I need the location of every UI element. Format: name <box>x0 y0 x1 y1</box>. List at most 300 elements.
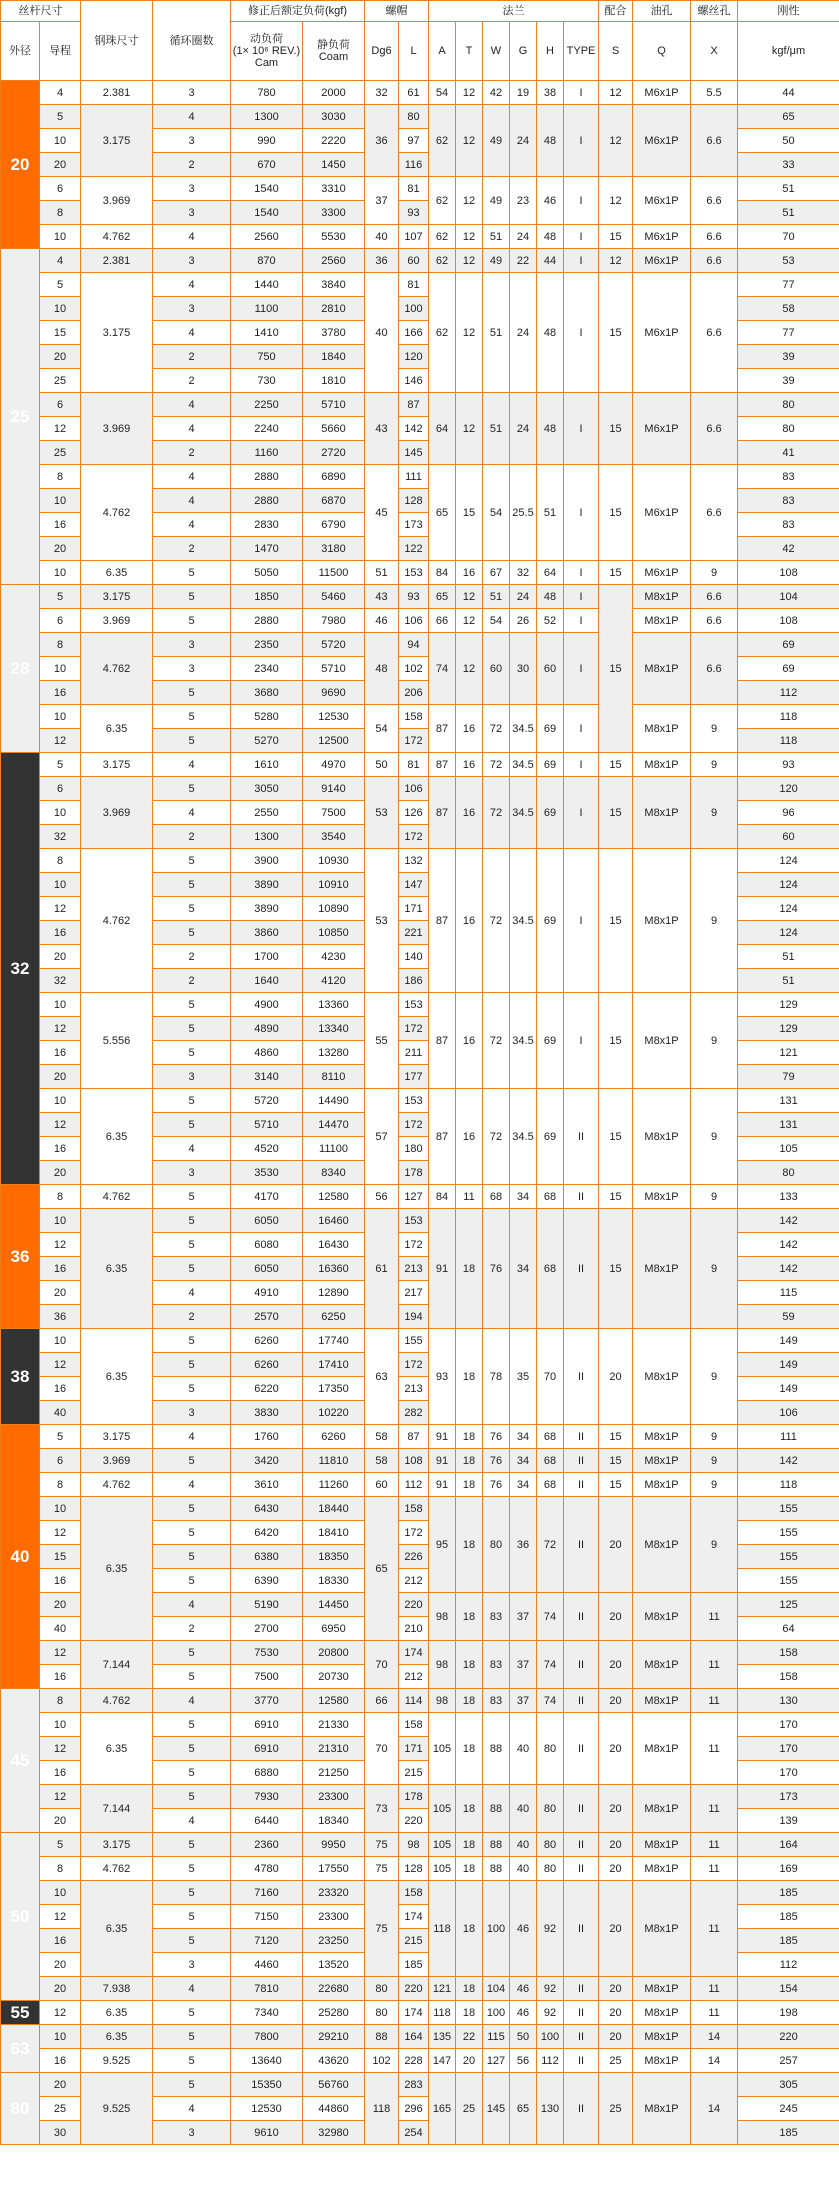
cell-static-load: 2720 <box>303 441 365 465</box>
cell-L: 158 <box>399 1881 429 1905</box>
cell-G: 50 <box>510 2025 537 2049</box>
cell-dyn-load: 2830 <box>231 513 303 537</box>
cell-static-load: 9690 <box>303 681 365 705</box>
cell-circuits: 5 <box>153 1113 231 1137</box>
cell-rigidity: 51 <box>738 201 839 225</box>
dyn-load-rev: (1× 10⁶ REV.) <box>232 45 301 57</box>
cell-rigidity: 104 <box>738 585 839 609</box>
cell-G: 40 <box>510 1785 537 1833</box>
cell-rigidity: 33 <box>738 153 839 177</box>
cell-rigidity: 39 <box>738 345 839 369</box>
cell-X: 9 <box>691 1329 738 1425</box>
cell-L: 220 <box>399 1809 429 1833</box>
cell-L: 140 <box>399 945 429 969</box>
cell-dyn-load: 7530 <box>231 1641 303 1665</box>
cell-L: 87 <box>399 393 429 417</box>
cell-circuits: 4 <box>153 1425 231 1449</box>
cell-circuits: 5 <box>153 609 231 633</box>
cell-circuits: 5 <box>153 2025 231 2049</box>
cell-type: II <box>564 1425 599 1449</box>
cell-static-load: 17740 <box>303 1329 365 1353</box>
cell-type: II <box>564 1713 599 1785</box>
cell-dyn-load: 6390 <box>231 1569 303 1593</box>
cell-L: 172 <box>399 825 429 849</box>
cell-rigidity: 108 <box>738 561 839 585</box>
cell-H: 69 <box>537 753 564 777</box>
cell-G: 40 <box>510 1857 537 1881</box>
cell-rigidity: 120 <box>738 777 839 801</box>
cell-T: 18 <box>456 1449 483 1473</box>
cell-T: 18 <box>456 1473 483 1497</box>
cell-L: 213 <box>399 1377 429 1401</box>
cell-dyn-load: 1410 <box>231 321 303 345</box>
header-nut: 螺帽 <box>365 1 429 22</box>
cell-lead: 25 <box>40 2097 81 2121</box>
cell-Q: M8x1P <box>633 1425 691 1449</box>
cell-L: 211 <box>399 1041 429 1065</box>
cell-lead: 40 <box>40 1401 81 1425</box>
cell-circuits: 4 <box>153 2097 231 2121</box>
table-row <box>1 1089 839 1113</box>
cell-lead: 16 <box>40 1569 81 1593</box>
cell-dyn-load: 5710 <box>231 1113 303 1137</box>
cell-W: 51 <box>483 585 510 609</box>
cell-L: 185 <box>399 1953 429 1977</box>
cell-lead: 10 <box>40 1497 81 1521</box>
cell-A: 135 <box>429 2025 456 2049</box>
cell-dyn-load: 6080 <box>231 1233 303 1257</box>
cell-S: 15 <box>599 561 633 585</box>
cell-ball-size: 3.969 <box>81 1449 153 1473</box>
cell-circuits: 3 <box>153 1401 231 1425</box>
cell-dyn-load: 6220 <box>231 1377 303 1401</box>
cell-W: 83 <box>483 1641 510 1689</box>
table-row <box>1 2001 839 2025</box>
cell-rigidity: 170 <box>738 1737 839 1761</box>
cell-static-load: 18340 <box>303 1809 365 1833</box>
cell-dyn-load: 7810 <box>231 1977 303 2001</box>
cell-od-group: 50 <box>1 1833 40 2001</box>
table-row <box>1 1185 839 1209</box>
cell-static-load: 23300 <box>303 1785 365 1809</box>
cell-lead: 10 <box>40 297 81 321</box>
cell-ball-size: 3.175 <box>81 1833 153 1857</box>
header-S: S <box>599 22 633 81</box>
cell-T: 16 <box>456 993 483 1089</box>
table-row <box>1 105 839 129</box>
table-row <box>1 609 839 633</box>
cell-rigidity: 108 <box>738 609 839 633</box>
cell-Q: M8x1P <box>633 1089 691 1185</box>
cell-G: 46 <box>510 1977 537 2001</box>
cell-dyn-load: 3050 <box>231 777 303 801</box>
cell-S: 20 <box>599 1329 633 1425</box>
cell-static-load: 5460 <box>303 585 365 609</box>
cell-T: 18 <box>456 1209 483 1329</box>
cell-T: 18 <box>456 1641 483 1689</box>
cell-circuits: 4 <box>153 1593 231 1617</box>
cell-lead: 10 <box>40 129 81 153</box>
cell-static-load: 44860 <box>303 2097 365 2121</box>
cell-dyn-load: 3900 <box>231 849 303 873</box>
cell-ball-size: 6.35 <box>81 1329 153 1425</box>
cell-dyn-load: 3680 <box>231 681 303 705</box>
cell-static-load: 9950 <box>303 1833 365 1857</box>
cell-rigidity: 185 <box>738 1881 839 1905</box>
cell-lead: 12 <box>40 1353 81 1377</box>
header-dyn-load <box>231 22 303 81</box>
cell-lead: 12 <box>40 1233 81 1257</box>
cell-rigidity: 169 <box>738 1857 839 1881</box>
cell-static-load: 3780 <box>303 321 365 345</box>
cell-L: 215 <box>399 1929 429 1953</box>
cell-H: 38 <box>537 81 564 105</box>
cell-rigidity: 129 <box>738 1017 839 1041</box>
cell-Q: M8x1P <box>633 777 691 849</box>
cell-static-load: 4230 <box>303 945 365 969</box>
cell-rigidity: 124 <box>738 873 839 897</box>
cell-lead: 16 <box>40 1377 81 1401</box>
cell-Q: M8x1P <box>633 2025 691 2049</box>
cell-L: 296 <box>399 2097 429 2121</box>
cell-rigidity: 142 <box>738 1233 839 1257</box>
cell-S: 15 <box>599 777 633 849</box>
cell-dyn-load: 870 <box>231 249 303 273</box>
cell-lead: 16 <box>40 1929 81 1953</box>
cell-S: 15 <box>599 1449 633 1473</box>
cell-dyn-load: 7800 <box>231 2025 303 2049</box>
cell-T: 18 <box>456 1689 483 1713</box>
cell-lead: 6 <box>40 177 81 201</box>
cell-rigidity: 170 <box>738 1761 839 1785</box>
cell-W: 51 <box>483 273 510 393</box>
cell-circuits: 4 <box>153 1977 231 2001</box>
cell-L: 112 <box>399 1473 429 1497</box>
cell-Q: M8x1P <box>633 1593 691 1641</box>
cell-dyn-load: 3890 <box>231 897 303 921</box>
cell-lead: 16 <box>40 513 81 537</box>
cell-dyn-load: 1300 <box>231 825 303 849</box>
cell-dyn-load: 2340 <box>231 657 303 681</box>
cell-dg6: 70 <box>365 1641 399 1689</box>
cell-X: 6.6 <box>691 585 738 609</box>
cell-dyn-load: 7150 <box>231 1905 303 1929</box>
cell-Q: M8x1P <box>633 1785 691 1833</box>
cell-circuits: 5 <box>153 993 231 1017</box>
cell-lead: 10 <box>40 993 81 1017</box>
cell-G: 34 <box>510 1209 537 1329</box>
cell-rigidity: 121 <box>738 1041 839 1065</box>
cell-lead: 10 <box>40 705 81 729</box>
cell-L: 172 <box>399 1017 429 1041</box>
cell-circuits: 5 <box>153 1761 231 1785</box>
cell-rigidity: 41 <box>738 441 839 465</box>
cell-dyn-load: 670 <box>231 153 303 177</box>
cell-L: 178 <box>399 1785 429 1809</box>
cell-G: 36 <box>510 1497 537 1593</box>
cell-circuits: 5 <box>153 2073 231 2097</box>
cell-L: 215 <box>399 1761 429 1785</box>
cell-rigidity: 69 <box>738 633 839 657</box>
cell-lead: 5 <box>40 753 81 777</box>
cell-T: 16 <box>456 777 483 849</box>
cell-rigidity: 115 <box>738 1281 839 1305</box>
header-unit: kgf/μm <box>738 22 839 81</box>
cell-static-load: 5660 <box>303 417 365 441</box>
cell-L: 127 <box>399 1185 429 1209</box>
cell-G: 24 <box>510 105 537 177</box>
cell-W: 60 <box>483 633 510 705</box>
cell-L: 282 <box>399 1401 429 1425</box>
cell-ball-size: 3.175 <box>81 585 153 609</box>
cell-circuits: 5 <box>153 1329 231 1353</box>
cell-H: 48 <box>537 105 564 177</box>
cell-lead: 16 <box>40 1041 81 1065</box>
cell-circuits: 4 <box>153 1473 231 1497</box>
cell-dyn-load: 730 <box>231 369 303 393</box>
cell-W: 49 <box>483 249 510 273</box>
cell-static-load: 12530 <box>303 705 365 729</box>
cell-dyn-load: 7500 <box>231 1665 303 1689</box>
cell-H: 92 <box>537 2001 564 2025</box>
table-row <box>1 2025 839 2049</box>
table-row <box>1 1713 839 1737</box>
cell-L: 212 <box>399 1569 429 1593</box>
cell-lead: 12 <box>40 417 81 441</box>
cell-G: 34 <box>510 1425 537 1449</box>
cell-L: 61 <box>399 81 429 105</box>
cell-L: 178 <box>399 1161 429 1185</box>
cell-X: 11 <box>691 1977 738 2001</box>
cell-rigidity: 83 <box>738 513 839 537</box>
cell-G: 34.5 <box>510 705 537 753</box>
cell-rigidity: 158 <box>738 1641 839 1665</box>
cell-rigidity: 155 <box>738 1569 839 1593</box>
cell-lead: 5 <box>40 273 81 297</box>
cell-circuits: 5 <box>153 1929 231 1953</box>
cell-rigidity: 39 <box>738 369 839 393</box>
cell-W: 49 <box>483 105 510 177</box>
cell-lead: 12 <box>40 1737 81 1761</box>
cell-rigidity: 60 <box>738 825 839 849</box>
cell-G: 26 <box>510 609 537 633</box>
cell-dyn-load: 6050 <box>231 1209 303 1233</box>
cell-rigidity: 80 <box>738 417 839 441</box>
cell-circuits: 2 <box>153 369 231 393</box>
cell-L: 155 <box>399 1329 429 1353</box>
cell-circuits: 5 <box>153 1857 231 1881</box>
header-A: A <box>429 22 456 81</box>
cell-dg6: 40 <box>365 273 399 393</box>
cell-dyn-load: 4780 <box>231 1857 303 1881</box>
cell-lead: 8 <box>40 1857 81 1881</box>
cell-type: II <box>564 2025 599 2049</box>
cell-rigidity: 106 <box>738 1401 839 1425</box>
cell-ball-size: 6.35 <box>81 1881 153 1977</box>
cell-Q: M6x1P <box>633 249 691 273</box>
cell-static-load: 12890 <box>303 1281 365 1305</box>
cell-rigidity: 105 <box>738 1137 839 1161</box>
cell-Q: M8x1P <box>633 1209 691 1329</box>
cell-dyn-load: 2550 <box>231 801 303 825</box>
cell-lead: 5 <box>40 105 81 129</box>
cell-dyn-load: 4890 <box>231 1017 303 1041</box>
cell-A: 95 <box>429 1497 456 1593</box>
cell-dyn-load: 1640 <box>231 969 303 993</box>
cell-dg6: 32 <box>365 81 399 105</box>
cell-L: 228 <box>399 2049 429 2073</box>
cell-X: 14 <box>691 2073 738 2145</box>
cell-Q: M6x1P <box>633 177 691 225</box>
cell-lead: 5 <box>40 585 81 609</box>
header-circuits: 循环圈数 <box>153 1 231 81</box>
cell-static-load: 18350 <box>303 1545 365 1569</box>
cell-ball-size: 6.35 <box>81 1209 153 1329</box>
cell-lead: 10 <box>40 225 81 249</box>
cell-H: 48 <box>537 273 564 393</box>
cell-static-load: 17410 <box>303 1353 365 1377</box>
header-od: 外径 <box>1 22 40 81</box>
cell-rigidity: 65 <box>738 105 839 129</box>
cell-S: 15 <box>599 585 633 753</box>
header-T: T <box>456 22 483 81</box>
cell-L: 217 <box>399 1281 429 1305</box>
cell-lead: 4 <box>40 81 81 105</box>
cell-dg6: 58 <box>365 1425 399 1449</box>
cell-ball-size: 3.175 <box>81 273 153 393</box>
cell-L: 102 <box>399 657 429 681</box>
cell-rigidity: 50 <box>738 129 839 153</box>
cell-lead: 16 <box>40 681 81 705</box>
cell-L: 186 <box>399 969 429 993</box>
cell-dyn-load: 4860 <box>231 1041 303 1065</box>
cell-static-load: 13340 <box>303 1017 365 1041</box>
cell-W: 80 <box>483 1497 510 1593</box>
cell-L: 106 <box>399 609 429 633</box>
cell-S: 15 <box>599 1473 633 1497</box>
table-row <box>1 1785 839 1809</box>
cell-dyn-load: 3140 <box>231 1065 303 1089</box>
cell-dyn-load: 5280 <box>231 705 303 729</box>
cell-dg6: 45 <box>365 465 399 561</box>
cell-type: II <box>564 1881 599 1977</box>
cell-dyn-load: 2250 <box>231 393 303 417</box>
cell-static-load: 17350 <box>303 1377 365 1401</box>
cell-lead: 10 <box>40 657 81 681</box>
cell-S: 25 <box>599 2049 633 2073</box>
header-dg6: Dg6 <box>365 22 399 81</box>
cell-type: II <box>564 1857 599 1881</box>
cell-type: II <box>564 2001 599 2025</box>
cell-dg6: 88 <box>365 2025 399 2049</box>
cell-dyn-load: 6260 <box>231 1353 303 1377</box>
table-row <box>1 1449 839 1473</box>
cell-G: 22 <box>510 249 537 273</box>
cell-dg6: 55 <box>365 993 399 1089</box>
cell-T: 15 <box>456 465 483 561</box>
cell-dg6: 43 <box>365 393 399 465</box>
cell-circuits: 4 <box>153 321 231 345</box>
cell-dyn-load: 13640 <box>231 2049 303 2073</box>
cell-static-load: 5710 <box>303 393 365 417</box>
cell-lead: 25 <box>40 369 81 393</box>
cell-lead: 6 <box>40 609 81 633</box>
cell-circuits: 4 <box>153 513 231 537</box>
cell-ball-size: 6.35 <box>81 1497 153 1641</box>
cell-H: 100 <box>537 2025 564 2049</box>
cell-lead: 5 <box>40 1833 81 1857</box>
cell-S: 15 <box>599 1425 633 1449</box>
cell-dyn-load: 780 <box>231 81 303 105</box>
cell-dyn-load: 4910 <box>231 1281 303 1305</box>
cell-A: 65 <box>429 465 456 561</box>
cell-dyn-load: 4900 <box>231 993 303 1017</box>
cell-static-load: 3540 <box>303 825 365 849</box>
cell-A: 105 <box>429 1833 456 1857</box>
cell-G: 24 <box>510 273 537 393</box>
cell-S: 20 <box>599 1641 633 1689</box>
cell-G: 37 <box>510 1593 537 1641</box>
cell-circuits: 4 <box>153 105 231 129</box>
cell-circuits: 5 <box>153 1233 231 1257</box>
cell-od-group: 55 <box>1 2001 40 2025</box>
cell-X: 9 <box>691 705 738 753</box>
header-G: G <box>510 22 537 81</box>
cell-A: 87 <box>429 777 456 849</box>
cell-type: I <box>564 249 599 273</box>
cell-lead: 6 <box>40 777 81 801</box>
cell-H: 69 <box>537 705 564 753</box>
cell-rigidity: 185 <box>738 2121 839 2145</box>
cell-od-group: 40 <box>1 1425 40 1689</box>
cell-W: 72 <box>483 777 510 849</box>
cell-circuits: 4 <box>153 753 231 777</box>
cell-G: 24 <box>510 225 537 249</box>
cell-T: 18 <box>456 1977 483 2001</box>
dyn-load-symbol: Cam <box>254 57 279 69</box>
header-fit: 配合 <box>599 1 633 22</box>
header-screw-size: 丝杆尺寸 <box>1 1 81 22</box>
cell-type: II <box>564 1497 599 1593</box>
cell-type: I <box>564 777 599 849</box>
cell-rigidity: 124 <box>738 897 839 921</box>
cell-S: 15 <box>599 1185 633 1209</box>
cell-H: 69 <box>537 777 564 849</box>
cell-circuits: 5 <box>153 2049 231 2073</box>
cell-ball-size: 3.175 <box>81 1425 153 1449</box>
cell-S: 20 <box>599 1593 633 1641</box>
cell-rigidity: 131 <box>738 1113 839 1137</box>
cell-S: 20 <box>599 1857 633 1881</box>
cell-dyn-load: 5190 <box>231 1593 303 1617</box>
cell-A: 62 <box>429 225 456 249</box>
cell-static-load: 3180 <box>303 537 365 561</box>
cell-T: 12 <box>456 393 483 465</box>
cell-L: 206 <box>399 681 429 705</box>
cell-rigidity: 220 <box>738 2025 839 2049</box>
cell-type: I <box>564 105 599 177</box>
cell-L: 174 <box>399 2001 429 2025</box>
cell-lead: 10 <box>40 1329 81 1353</box>
cell-lead: 10 <box>40 1089 81 1113</box>
cell-type: I <box>564 225 599 249</box>
cell-lead: 25 <box>40 441 81 465</box>
cell-static-load: 23320 <box>303 1881 365 1905</box>
table-row <box>1 393 839 417</box>
cell-L: 81 <box>399 273 429 297</box>
cell-type: I <box>564 561 599 585</box>
cell-od-group: 63 <box>1 2025 40 2073</box>
